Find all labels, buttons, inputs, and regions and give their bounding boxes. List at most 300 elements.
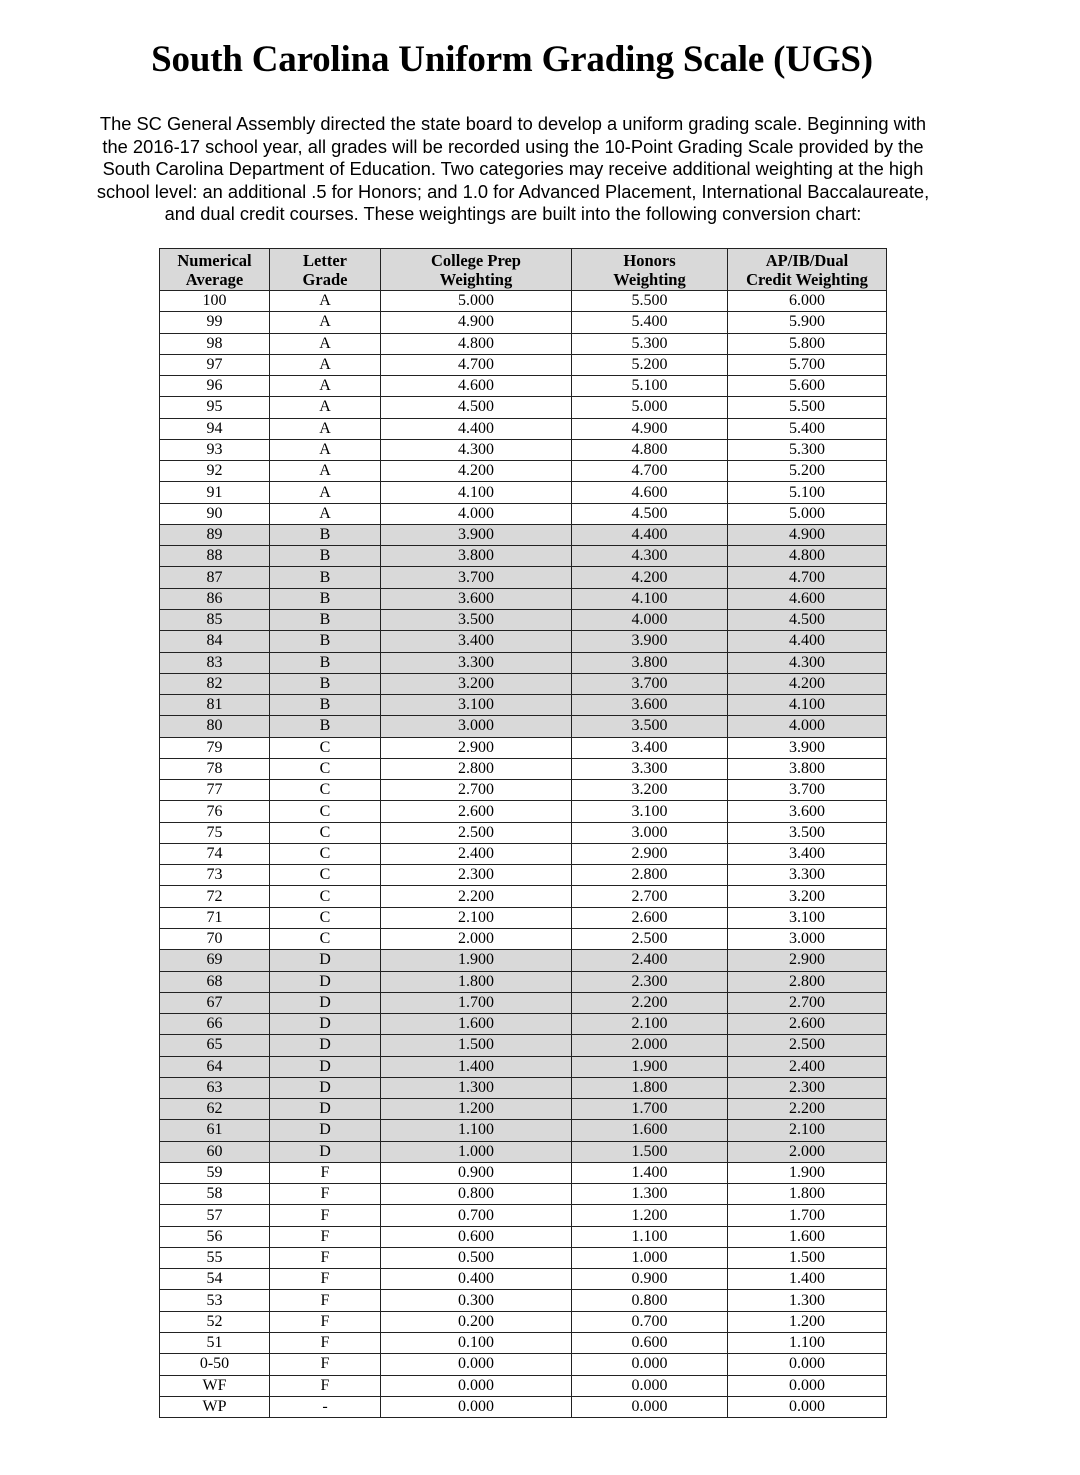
numerical-average-cell: 64 bbox=[160, 1056, 270, 1077]
table-row bbox=[160, 822, 887, 843]
college-prep-cell: 3.500 bbox=[381, 609, 572, 630]
table-row bbox=[160, 1354, 887, 1375]
ap-ib-dual-cell: 4.200 bbox=[728, 673, 887, 694]
table-row bbox=[160, 992, 887, 1013]
ap-ib-dual-cell: 5.100 bbox=[728, 482, 887, 503]
ap-ib-dual-cell: 2.800 bbox=[728, 971, 887, 992]
college-prep-cell: 0.100 bbox=[381, 1333, 572, 1354]
college-prep-cell: 3.200 bbox=[381, 673, 572, 694]
college-prep-cell: 2.000 bbox=[381, 928, 572, 949]
table-row bbox=[160, 737, 887, 758]
ap-ib-dual-cell: 3.100 bbox=[728, 907, 887, 928]
numerical-average-cell: 68 bbox=[160, 971, 270, 992]
table-row bbox=[160, 1333, 887, 1354]
table-row bbox=[160, 652, 887, 673]
honors-cell: 2.000 bbox=[572, 1035, 728, 1056]
numerical-average-cell: 84 bbox=[160, 631, 270, 652]
table-row bbox=[160, 418, 887, 439]
college-prep-cell: 1.700 bbox=[381, 992, 572, 1013]
table-row bbox=[160, 376, 887, 397]
ap-ib-dual-cell: 1.700 bbox=[728, 1205, 887, 1226]
honors-cell: 0.700 bbox=[572, 1311, 728, 1332]
ap-ib-dual-cell: 1.900 bbox=[728, 1162, 887, 1183]
ap-ib-dual-cell: 5.300 bbox=[728, 439, 887, 460]
numerical-average-cell: 98 bbox=[160, 333, 270, 354]
college-prep-cell: 3.300 bbox=[381, 652, 572, 673]
college-prep-cell: 2.800 bbox=[381, 758, 572, 779]
numerical-average-cell: 78 bbox=[160, 758, 270, 779]
college-prep-cell: 5.000 bbox=[381, 291, 572, 312]
numerical-average-cell: 56 bbox=[160, 1226, 270, 1247]
honors-cell: 3.700 bbox=[572, 673, 728, 694]
ap-ib-dual-cell: 4.900 bbox=[728, 524, 887, 545]
numerical-average-cell: 53 bbox=[160, 1290, 270, 1311]
college-prep-cell: 4.100 bbox=[381, 482, 572, 503]
college-prep-cell: 2.100 bbox=[381, 907, 572, 928]
table-row bbox=[160, 524, 887, 545]
ap-ib-dual-cell: 1.100 bbox=[728, 1333, 887, 1354]
numerical-average-cell: 85 bbox=[160, 609, 270, 630]
numerical-average-cell: 62 bbox=[160, 1099, 270, 1120]
college-prep-cell: 0.500 bbox=[381, 1247, 572, 1268]
ap-ib-dual-cell: 3.600 bbox=[728, 801, 887, 822]
letter-grade-cell: D bbox=[270, 971, 381, 992]
intro-line: and dual credit courses. These weightings are built into the following conversion chart: bbox=[164, 203, 862, 225]
table-row bbox=[160, 1247, 887, 1268]
ap-ib-dual-cell: 4.400 bbox=[728, 631, 887, 652]
ap-ib-dual-cell: 2.500 bbox=[728, 1035, 887, 1056]
numerical-average-cell: 79 bbox=[160, 737, 270, 758]
honors-cell: 1.700 bbox=[572, 1099, 728, 1120]
honors-cell: 0.600 bbox=[572, 1333, 728, 1354]
honors-cell: 5.200 bbox=[572, 354, 728, 375]
letter-grade-cell: F bbox=[270, 1290, 381, 1311]
letter-grade-cell: F bbox=[270, 1333, 381, 1354]
table-row bbox=[160, 716, 887, 737]
numerical-average-cell: 100 bbox=[160, 291, 270, 312]
table-row bbox=[160, 439, 887, 460]
table-row bbox=[160, 546, 887, 567]
numerical-average-cell: 81 bbox=[160, 695, 270, 716]
college-prep-cell: 1.100 bbox=[381, 1120, 572, 1141]
letter-grade-cell: B bbox=[270, 716, 381, 737]
letter-grade-cell: C bbox=[270, 843, 381, 864]
honors-cell: 1.800 bbox=[572, 1077, 728, 1098]
letter-grade-cell: A bbox=[270, 312, 381, 333]
letter-grade-cell: F bbox=[270, 1375, 381, 1396]
numerical-average-cell: 57 bbox=[160, 1205, 270, 1226]
letter-grade-cell: F bbox=[270, 1311, 381, 1332]
honors-cell: 4.900 bbox=[572, 418, 728, 439]
honors-cell: 5.000 bbox=[572, 397, 728, 418]
college-prep-cell: 0.200 bbox=[381, 1311, 572, 1332]
intro-paragraph bbox=[50, 113, 976, 226]
numerical-average-cell: 99 bbox=[160, 312, 270, 333]
table-row bbox=[160, 1162, 887, 1183]
ap-ib-dual-cell: 4.500 bbox=[728, 609, 887, 630]
ap-ib-dual-cell: 2.900 bbox=[728, 950, 887, 971]
honors-cell: 2.900 bbox=[572, 843, 728, 864]
numerical-average-cell: 69 bbox=[160, 950, 270, 971]
letter-grade-cell: F bbox=[270, 1269, 381, 1290]
ap-ib-dual-cell: 4.000 bbox=[728, 716, 887, 737]
honors-cell: 0.900 bbox=[572, 1269, 728, 1290]
table-row bbox=[160, 312, 887, 333]
numerical-average-cell: 82 bbox=[160, 673, 270, 694]
numerical-average-cell: 0-50 bbox=[160, 1354, 270, 1375]
honors-cell: 0.000 bbox=[572, 1354, 728, 1375]
table-row bbox=[160, 1014, 887, 1035]
letter-grade-cell: F bbox=[270, 1247, 381, 1268]
numerical-average-cell: 60 bbox=[160, 1141, 270, 1162]
table-row bbox=[160, 631, 887, 652]
ap-ib-dual-cell: 4.800 bbox=[728, 546, 887, 567]
college-prep-cell: 2.400 bbox=[381, 843, 572, 864]
honors-cell: 3.800 bbox=[572, 652, 728, 673]
ap-ib-dual-cell: 1.500 bbox=[728, 1247, 887, 1268]
table-row bbox=[160, 1290, 887, 1311]
numerical-average-cell: 67 bbox=[160, 992, 270, 1013]
letter-grade-cell: D bbox=[270, 1099, 381, 1120]
table-row bbox=[160, 609, 887, 630]
letter-grade-cell: D bbox=[270, 992, 381, 1013]
honors-cell: 3.100 bbox=[572, 801, 728, 822]
college-prep-cell: 1.300 bbox=[381, 1077, 572, 1098]
page-title: South Carolina Uniform Grading Scale (UGS) bbox=[151, 39, 873, 80]
letter-grade-cell: F bbox=[270, 1226, 381, 1247]
table-row bbox=[160, 1396, 887, 1417]
letter-grade-cell: C bbox=[270, 801, 381, 822]
college-prep-cell: 1.000 bbox=[381, 1141, 572, 1162]
ap-ib-dual-cell: 2.200 bbox=[728, 1099, 887, 1120]
college-prep-cell: 4.700 bbox=[381, 354, 572, 375]
ap-ib-dual-cell: 3.900 bbox=[728, 737, 887, 758]
honors-cell: 1.200 bbox=[572, 1205, 728, 1226]
table-row bbox=[160, 1099, 887, 1120]
ap-ib-dual-cell: 3.000 bbox=[728, 928, 887, 949]
letter-grade-cell: B bbox=[270, 673, 381, 694]
ap-ib-dual-cell: 4.600 bbox=[728, 588, 887, 609]
letter-grade-cell: A bbox=[270, 503, 381, 524]
table-row bbox=[160, 886, 887, 907]
letter-grade-cell: A bbox=[270, 397, 381, 418]
numerical-average-cell: 95 bbox=[160, 397, 270, 418]
numerical-average-cell: 88 bbox=[160, 546, 270, 567]
college-prep-cell: 0.400 bbox=[381, 1269, 572, 1290]
table-row bbox=[160, 333, 887, 354]
letter-grade-cell: A bbox=[270, 291, 381, 312]
table-row bbox=[160, 950, 887, 971]
honors-cell: 5.500 bbox=[572, 291, 728, 312]
numerical-average-cell: 54 bbox=[160, 1269, 270, 1290]
letter-grade-cell: C bbox=[270, 758, 381, 779]
numerical-average-cell: 77 bbox=[160, 780, 270, 801]
numerical-average-cell: 58 bbox=[160, 1184, 270, 1205]
table-row bbox=[160, 695, 887, 716]
college-prep-cell: 1.500 bbox=[381, 1035, 572, 1056]
letter-grade-cell: F bbox=[270, 1162, 381, 1183]
table-row bbox=[160, 1141, 887, 1162]
honors-cell: 4.000 bbox=[572, 609, 728, 630]
honors-cell: 5.400 bbox=[572, 312, 728, 333]
numerical-average-cell: 83 bbox=[160, 652, 270, 673]
college-prep-cell: 0.900 bbox=[381, 1162, 572, 1183]
ap-ib-dual-cell: 3.800 bbox=[728, 758, 887, 779]
college-prep-cell: 0.000 bbox=[381, 1354, 572, 1375]
table-row bbox=[160, 673, 887, 694]
table-row bbox=[160, 758, 887, 779]
table-row bbox=[160, 928, 887, 949]
numerical-average-cell: 97 bbox=[160, 354, 270, 375]
honors-cell: 0.800 bbox=[572, 1290, 728, 1311]
table-row bbox=[160, 1226, 887, 1247]
table-row bbox=[160, 1056, 887, 1077]
college-prep-cell: 4.800 bbox=[381, 333, 572, 354]
letter-grade-cell: B bbox=[270, 588, 381, 609]
letter-grade-cell: - bbox=[270, 1396, 381, 1417]
numerical-average-cell: 92 bbox=[160, 461, 270, 482]
honors-cell: 2.500 bbox=[572, 928, 728, 949]
table-row bbox=[160, 1035, 887, 1056]
college-prep-cell: 1.800 bbox=[381, 971, 572, 992]
letter-grade-cell: C bbox=[270, 737, 381, 758]
ap-ib-dual-cell: 3.200 bbox=[728, 886, 887, 907]
ap-ib-dual-cell: 3.700 bbox=[728, 780, 887, 801]
ap-ib-dual-cell: 5.200 bbox=[728, 461, 887, 482]
letter-grade-cell: D bbox=[270, 1035, 381, 1056]
numerical-average-cell: 93 bbox=[160, 439, 270, 460]
honors-cell: 4.400 bbox=[572, 524, 728, 545]
college-prep-cell: 0.600 bbox=[381, 1226, 572, 1247]
table-row bbox=[160, 397, 887, 418]
letter-grade-cell: A bbox=[270, 439, 381, 460]
honors-cell: 3.900 bbox=[572, 631, 728, 652]
honors-cell: 2.700 bbox=[572, 886, 728, 907]
table-row bbox=[160, 588, 887, 609]
numerical-average-cell: 74 bbox=[160, 843, 270, 864]
ap-ib-dual-cell: 5.700 bbox=[728, 354, 887, 375]
numerical-average-cell: 91 bbox=[160, 482, 270, 503]
numerical-average-cell: WF bbox=[160, 1375, 270, 1396]
college-prep-cell: 4.400 bbox=[381, 418, 572, 439]
college-prep-cell: 0.700 bbox=[381, 1205, 572, 1226]
college-prep-cell: 0.000 bbox=[381, 1396, 572, 1417]
table-row bbox=[160, 1077, 887, 1098]
numerical-average-cell: 89 bbox=[160, 524, 270, 545]
header-letter-grade: Letter Grade bbox=[270, 249, 381, 291]
honors-cell: 4.600 bbox=[572, 482, 728, 503]
letter-grade-cell: A bbox=[270, 354, 381, 375]
college-prep-cell: 3.800 bbox=[381, 546, 572, 567]
college-prep-cell: 1.900 bbox=[381, 950, 572, 971]
honors-cell: 3.400 bbox=[572, 737, 728, 758]
honors-cell: 1.100 bbox=[572, 1226, 728, 1247]
ap-ib-dual-cell: 2.600 bbox=[728, 1014, 887, 1035]
ap-ib-dual-cell: 2.000 bbox=[728, 1141, 887, 1162]
table-row bbox=[160, 567, 887, 588]
numerical-average-cell: 90 bbox=[160, 503, 270, 524]
numerical-average-cell: WP bbox=[160, 1396, 270, 1417]
letter-grade-cell: A bbox=[270, 333, 381, 354]
honors-cell: 1.300 bbox=[572, 1184, 728, 1205]
numerical-average-cell: 61 bbox=[160, 1120, 270, 1141]
college-prep-cell: 4.500 bbox=[381, 397, 572, 418]
ap-ib-dual-cell: 0.000 bbox=[728, 1375, 887, 1396]
college-prep-cell: 3.900 bbox=[381, 524, 572, 545]
table-row bbox=[160, 843, 887, 864]
letter-grade-cell: C bbox=[270, 780, 381, 801]
honors-cell: 0.000 bbox=[572, 1396, 728, 1417]
ap-ib-dual-cell: 2.400 bbox=[728, 1056, 887, 1077]
honors-cell: 1.900 bbox=[572, 1056, 728, 1077]
table-row bbox=[160, 1205, 887, 1226]
letter-grade-cell: D bbox=[270, 1120, 381, 1141]
college-prep-cell: 2.700 bbox=[381, 780, 572, 801]
numerical-average-cell: 80 bbox=[160, 716, 270, 737]
header-numerical-average: Numerical Average bbox=[160, 249, 270, 291]
table-row bbox=[160, 907, 887, 928]
numerical-average-cell: 72 bbox=[160, 886, 270, 907]
college-prep-cell: 2.600 bbox=[381, 801, 572, 822]
intro-line: school level: an additional .5 for Honors; and 1.0 for Advanced Placement, International Baccalaureate, bbox=[96, 180, 930, 202]
ap-ib-dual-cell: 4.700 bbox=[728, 567, 887, 588]
ap-ib-dual-cell: 0.000 bbox=[728, 1396, 887, 1417]
ap-ib-dual-cell: 5.500 bbox=[728, 397, 887, 418]
letter-grade-cell: F bbox=[270, 1354, 381, 1375]
ap-ib-dual-cell: 5.800 bbox=[728, 333, 887, 354]
table-row bbox=[160, 1184, 887, 1205]
honors-cell: 4.800 bbox=[572, 439, 728, 460]
college-prep-cell: 0.800 bbox=[381, 1184, 572, 1205]
numerical-average-cell: 96 bbox=[160, 376, 270, 397]
ap-ib-dual-cell: 3.400 bbox=[728, 843, 887, 864]
letter-grade-cell: B bbox=[270, 631, 381, 652]
college-prep-cell: 1.200 bbox=[381, 1099, 572, 1120]
college-prep-cell: 3.000 bbox=[381, 716, 572, 737]
numerical-average-cell: 76 bbox=[160, 801, 270, 822]
table-row bbox=[160, 461, 887, 482]
intro-line: the 2016-17 school year, all grades will be recorded using the 10-Point Grading Scale provided by the bbox=[102, 135, 924, 157]
numerical-average-cell: 51 bbox=[160, 1333, 270, 1354]
college-prep-cell: 4.000 bbox=[381, 503, 572, 524]
letter-grade-cell: D bbox=[270, 950, 381, 971]
letter-grade-cell: D bbox=[270, 1141, 381, 1162]
ap-ib-dual-cell: 5.600 bbox=[728, 376, 887, 397]
numerical-average-cell: 87 bbox=[160, 567, 270, 588]
college-prep-cell: 1.400 bbox=[381, 1056, 572, 1077]
honors-cell: 2.200 bbox=[572, 992, 728, 1013]
letter-grade-cell: D bbox=[270, 1056, 381, 1077]
header-honors-weighting: Honors Weighting bbox=[572, 249, 728, 291]
numerical-average-cell: 63 bbox=[160, 1077, 270, 1098]
ap-ib-dual-cell: 1.600 bbox=[728, 1226, 887, 1247]
numerical-average-cell: 70 bbox=[160, 928, 270, 949]
numerical-average-cell: 75 bbox=[160, 822, 270, 843]
honors-cell: 1.400 bbox=[572, 1162, 728, 1183]
letter-grade-cell: D bbox=[270, 1014, 381, 1035]
college-prep-cell: 3.400 bbox=[381, 631, 572, 652]
college-prep-cell: 3.100 bbox=[381, 695, 572, 716]
honors-cell: 2.100 bbox=[572, 1014, 728, 1035]
numerical-average-cell: 71 bbox=[160, 907, 270, 928]
ap-ib-dual-cell: 2.100 bbox=[728, 1120, 887, 1141]
letter-grade-cell: C bbox=[270, 822, 381, 843]
letter-grade-cell: B bbox=[270, 567, 381, 588]
table-row bbox=[160, 1120, 887, 1141]
intro-line: The SC General Assembly directed the state board to develop a uniform grading scale. Beginning with bbox=[99, 113, 927, 134]
letter-grade-cell: F bbox=[270, 1205, 381, 1226]
college-prep-cell: 4.900 bbox=[381, 312, 572, 333]
honors-cell: 4.300 bbox=[572, 546, 728, 567]
header-college-prep-weighting: College Prep Weighting bbox=[381, 249, 572, 291]
honors-cell: 4.100 bbox=[572, 588, 728, 609]
honors-cell: 1.600 bbox=[572, 1120, 728, 1141]
table-body bbox=[160, 291, 887, 1418]
honors-cell: 4.700 bbox=[572, 461, 728, 482]
numerical-average-cell: 66 bbox=[160, 1014, 270, 1035]
ap-ib-dual-cell: 5.900 bbox=[728, 312, 887, 333]
ap-ib-dual-cell: 6.000 bbox=[728, 291, 887, 312]
college-prep-cell: 2.200 bbox=[381, 886, 572, 907]
letter-grade-cell: C bbox=[270, 907, 381, 928]
table-row bbox=[160, 482, 887, 503]
honors-cell: 2.800 bbox=[572, 865, 728, 886]
numerical-average-cell: 73 bbox=[160, 865, 270, 886]
college-prep-cell: 2.500 bbox=[381, 822, 572, 843]
college-prep-cell: 3.600 bbox=[381, 588, 572, 609]
letter-grade-cell: B bbox=[270, 546, 381, 567]
college-prep-cell: 0.000 bbox=[381, 1375, 572, 1396]
letter-grade-cell: C bbox=[270, 886, 381, 907]
numerical-average-cell: 94 bbox=[160, 418, 270, 439]
table-row bbox=[160, 971, 887, 992]
honors-cell: 2.300 bbox=[572, 971, 728, 992]
letter-grade-cell: C bbox=[270, 865, 381, 886]
table-row bbox=[160, 1269, 887, 1290]
letter-grade-cell: A bbox=[270, 482, 381, 503]
honors-cell: 3.600 bbox=[572, 695, 728, 716]
numerical-average-cell: 59 bbox=[160, 1162, 270, 1183]
college-prep-cell: 3.700 bbox=[381, 567, 572, 588]
ap-ib-dual-cell: 1.300 bbox=[728, 1290, 887, 1311]
ap-ib-dual-cell: 4.300 bbox=[728, 652, 887, 673]
letter-grade-cell: A bbox=[270, 418, 381, 439]
ap-ib-dual-cell: 1.400 bbox=[728, 1269, 887, 1290]
letter-grade-cell: A bbox=[270, 376, 381, 397]
college-prep-cell: 1.600 bbox=[381, 1014, 572, 1035]
table-row bbox=[160, 1311, 887, 1332]
numerical-average-cell: 52 bbox=[160, 1311, 270, 1332]
honors-cell: 0.000 bbox=[572, 1375, 728, 1396]
grading-scale-table bbox=[159, 248, 887, 1418]
letter-grade-cell: A bbox=[270, 461, 381, 482]
table-row bbox=[160, 1375, 887, 1396]
letter-grade-cell: B bbox=[270, 652, 381, 673]
college-prep-cell: 2.900 bbox=[381, 737, 572, 758]
table-header-row bbox=[160, 249, 887, 291]
table-row bbox=[160, 503, 887, 524]
numerical-average-cell: 86 bbox=[160, 588, 270, 609]
ap-ib-dual-cell: 2.700 bbox=[728, 992, 887, 1013]
honors-cell: 5.100 bbox=[572, 376, 728, 397]
ap-ib-dual-cell: 3.300 bbox=[728, 865, 887, 886]
ap-ib-dual-cell: 1.800 bbox=[728, 1184, 887, 1205]
college-prep-cell: 4.200 bbox=[381, 461, 572, 482]
letter-grade-cell: B bbox=[270, 695, 381, 716]
ap-ib-dual-cell: 5.000 bbox=[728, 503, 887, 524]
honors-cell: 3.000 bbox=[572, 822, 728, 843]
honors-cell: 2.600 bbox=[572, 907, 728, 928]
